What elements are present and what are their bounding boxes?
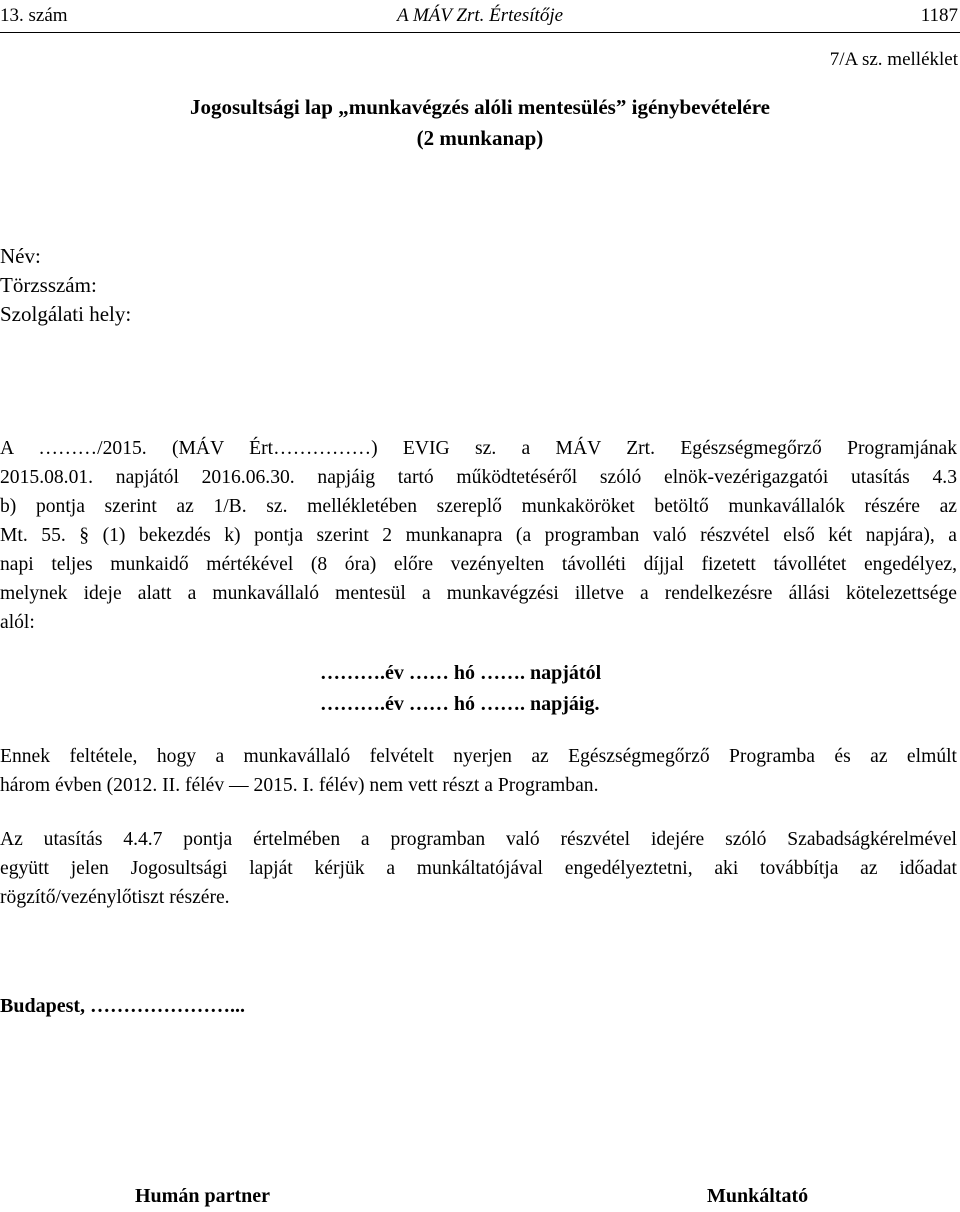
paragraph-line: együtt jelen Jogosultsági lapját kérjük a munkáltatójával engedélyeztetni, aki továbbítja az időadat: [0, 858, 957, 879]
signature-hr-partner: Humán partner: [135, 1185, 270, 1207]
issue-number: 13. szám: [0, 5, 68, 26]
paragraph-line: b) pontja szerint az 1/B. sz. mellékletében szereplő munkaköröket betöltő munkavállalók részére az: [0, 496, 957, 517]
paragraph-line: rögzítő/vezénylőtiszt részére.: [0, 887, 230, 908]
document-title: [0, 92, 960, 154]
paragraph-authorization: [0, 434, 957, 637]
date-from: ……….év …… hó ……. napjától: [320, 662, 602, 684]
paragraph-line: Ennek feltétele, hogy a munkavállaló felvételt nyerjen az Egészségmegőrző Programba és az elmúlt: [0, 746, 957, 767]
journal-title: A MÁV Zrt. Értesítője: [396, 5, 564, 26]
title-line-1: Jogosultsági lap „munkavégzés alóli mentesülés” igénybevételére: [190, 95, 770, 119]
paragraph-line: alól:: [0, 612, 35, 633]
place-and-date: Budapest, …………………...: [0, 995, 246, 1017]
leave-dates: [320, 658, 601, 720]
title-line-2: (2 munkanap): [416, 126, 544, 150]
paragraph-line: Az utasítás 4.4.7 pontja értelmében a programban való részvétel idejére szóló Szabadságkérelmével: [0, 829, 957, 850]
paragraph-condition: [0, 742, 957, 800]
paragraph-line: melynek ideje alatt a munkavállaló mentesül a munkavégzési illetve a rendelkezésre állási kötelezettsége: [0, 583, 957, 604]
annex-label: 7/A sz. melléklet: [829, 49, 958, 70]
paragraph-line: napi teljes munkaidő mértékével (8 óra) előre vezényelten távolléti díjjal fizetett távollétet engedélyez,: [0, 554, 957, 575]
paragraph-instructions: [0, 825, 957, 912]
page-header: [0, 4, 960, 30]
signature-employer: Munkáltató: [707, 1185, 809, 1207]
name-field-label: Név:: [0, 244, 41, 268]
paragraph-line: A ………/2015. (MÁV Ért……………) EVIG sz. a MÁV Zrt. Egészségmegőrző Programjának: [0, 438, 957, 459]
page-number: 1187: [920, 5, 958, 26]
paragraph-line: 2015.08.01. napjától 2016.06.30. napjáig tartó működtetéséről szóló elnök-vezérigazgatói utasítás 4.3: [0, 467, 957, 488]
employee-id-field-label: Törzsszám:: [0, 273, 97, 297]
personal-fields: [0, 242, 131, 329]
date-to: ……….év …… hó ……. napjáig.: [320, 693, 600, 715]
workplace-field-label: Szolgálati hely:: [0, 302, 132, 326]
paragraph-line: három évben (2012. II. félév — 2015. I. félév) nem vett részt a Programban.: [0, 775, 599, 796]
paragraph-line: Mt. 55. § (1) bekezdés k) pontja szerint 2 munkanapra (a programban való részvétel első két napjára), a: [0, 525, 957, 546]
header-divider: [0, 32, 960, 33]
